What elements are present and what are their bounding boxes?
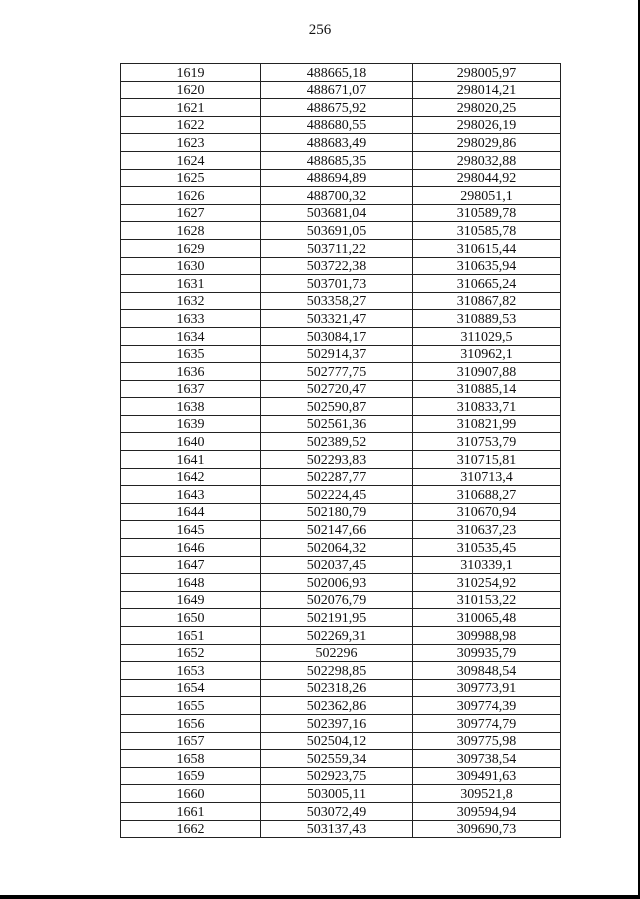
point-number-cell: 1647 (121, 556, 261, 574)
coordinates-table (120, 63, 561, 838)
table-row (121, 802, 561, 820)
table-row (121, 732, 561, 750)
x-coordinate-cell: 488665,18 (261, 64, 413, 82)
y-coordinate-cell: 310713,4 (413, 468, 561, 486)
point-number-cell: 1652 (121, 644, 261, 662)
y-coordinate-cell: 310833,71 (413, 398, 561, 416)
y-coordinate-cell: 309935,79 (413, 644, 561, 662)
point-number-cell: 1634 (121, 327, 261, 345)
y-coordinate-cell: 310962,1 (413, 345, 561, 363)
point-number-cell: 1653 (121, 662, 261, 680)
table-row (121, 116, 561, 134)
x-coordinate-cell: 502590,87 (261, 398, 413, 416)
table-row (121, 451, 561, 469)
x-coordinate-cell: 488694,89 (261, 169, 413, 187)
point-number-cell: 1642 (121, 468, 261, 486)
x-coordinate-cell: 502269,31 (261, 627, 413, 645)
y-coordinate-cell: 310585,78 (413, 222, 561, 240)
point-number-cell: 1661 (121, 802, 261, 820)
table-row (121, 662, 561, 680)
x-coordinate-cell: 488680,55 (261, 116, 413, 134)
x-coordinate-cell: 502561,36 (261, 415, 413, 433)
y-coordinate-cell: 310637,23 (413, 521, 561, 539)
point-number-cell: 1649 (121, 591, 261, 609)
y-coordinate-cell: 310907,88 (413, 363, 561, 381)
y-coordinate-cell: 298020,25 (413, 99, 561, 117)
table-row (121, 187, 561, 205)
y-coordinate-cell: 298051,1 (413, 187, 561, 205)
point-number-cell: 1659 (121, 767, 261, 785)
table-row (121, 433, 561, 451)
y-coordinate-cell: 311029,5 (413, 327, 561, 345)
coordinates-table-body (121, 64, 561, 838)
y-coordinate-cell: 309738,54 (413, 750, 561, 768)
point-number-cell: 1623 (121, 134, 261, 152)
point-number-cell: 1651 (121, 627, 261, 645)
x-coordinate-cell: 502147,66 (261, 521, 413, 539)
table-row (121, 64, 561, 82)
y-coordinate-cell: 309988,98 (413, 627, 561, 645)
y-coordinate-cell: 309774,39 (413, 697, 561, 715)
table-row (121, 380, 561, 398)
x-coordinate-cell: 502006,93 (261, 574, 413, 592)
point-number-cell: 1631 (121, 275, 261, 293)
point-number-cell: 1622 (121, 116, 261, 134)
x-coordinate-cell: 502076,79 (261, 591, 413, 609)
point-number-cell: 1657 (121, 732, 261, 750)
point-number-cell: 1648 (121, 574, 261, 592)
point-number-cell: 1646 (121, 539, 261, 557)
y-coordinate-cell: 310670,94 (413, 503, 561, 521)
y-coordinate-cell: 298026,19 (413, 116, 561, 134)
x-coordinate-cell: 503072,49 (261, 802, 413, 820)
point-number-cell: 1645 (121, 521, 261, 539)
point-number-cell: 1621 (121, 99, 261, 117)
point-number-cell: 1630 (121, 257, 261, 275)
y-coordinate-cell: 310885,14 (413, 380, 561, 398)
point-number-cell: 1641 (121, 451, 261, 469)
point-number-cell: 1636 (121, 363, 261, 381)
point-number-cell: 1654 (121, 679, 261, 697)
point-number-cell: 1655 (121, 697, 261, 715)
point-number-cell: 1633 (121, 310, 261, 328)
table-row (121, 767, 561, 785)
table-row (121, 521, 561, 539)
y-coordinate-cell: 310889,53 (413, 310, 561, 328)
table-row (121, 99, 561, 117)
table-row (121, 292, 561, 310)
table-row (121, 151, 561, 169)
page-number: 256 (308, 22, 332, 38)
y-coordinate-cell: 310615,44 (413, 239, 561, 257)
y-coordinate-cell: 310688,27 (413, 486, 561, 504)
x-coordinate-cell: 502287,77 (261, 468, 413, 486)
table-row (121, 679, 561, 697)
point-number-cell: 1619 (121, 64, 261, 82)
point-number-cell: 1635 (121, 345, 261, 363)
x-coordinate-cell: 502180,79 (261, 503, 413, 521)
y-coordinate-cell: 310715,81 (413, 451, 561, 469)
y-coordinate-cell: 310589,78 (413, 204, 561, 222)
table-row (121, 310, 561, 328)
point-number-cell: 1656 (121, 714, 261, 732)
x-coordinate-cell: 503084,17 (261, 327, 413, 345)
y-coordinate-cell: 309521,8 (413, 785, 561, 803)
table-row (121, 644, 561, 662)
y-coordinate-cell: 310254,92 (413, 574, 561, 592)
point-number-cell: 1640 (121, 433, 261, 451)
x-coordinate-cell: 488685,35 (261, 151, 413, 169)
table-row (121, 539, 561, 557)
y-coordinate-cell: 310867,82 (413, 292, 561, 310)
table-row (121, 327, 561, 345)
x-coordinate-cell: 502720,47 (261, 380, 413, 398)
y-coordinate-cell: 309594,94 (413, 802, 561, 820)
x-coordinate-cell: 502777,75 (261, 363, 413, 381)
x-coordinate-cell: 503701,73 (261, 275, 413, 293)
table-row (121, 486, 561, 504)
point-number-cell: 1625 (121, 169, 261, 187)
x-coordinate-cell: 502296 (261, 644, 413, 662)
x-coordinate-cell: 502224,45 (261, 486, 413, 504)
table-row (121, 468, 561, 486)
x-coordinate-cell: 502397,16 (261, 714, 413, 732)
table-row (121, 239, 561, 257)
y-coordinate-cell: 310635,94 (413, 257, 561, 275)
y-coordinate-cell: 310753,79 (413, 433, 561, 451)
table-row (121, 363, 561, 381)
point-number-cell: 1658 (121, 750, 261, 768)
y-coordinate-cell: 310153,22 (413, 591, 561, 609)
point-number-cell: 1628 (121, 222, 261, 240)
table-row (121, 556, 561, 574)
table-row (121, 591, 561, 609)
table-row (121, 222, 561, 240)
x-coordinate-cell: 503681,04 (261, 204, 413, 222)
x-coordinate-cell: 503358,27 (261, 292, 413, 310)
table-row (121, 169, 561, 187)
table-row (121, 574, 561, 592)
y-coordinate-cell: 298032,88 (413, 151, 561, 169)
y-coordinate-cell: 309690,73 (413, 820, 561, 838)
x-coordinate-cell: 503321,47 (261, 310, 413, 328)
point-number-cell: 1629 (121, 239, 261, 257)
point-number-cell: 1650 (121, 609, 261, 627)
table-row (121, 697, 561, 715)
y-coordinate-cell: 310665,24 (413, 275, 561, 293)
x-coordinate-cell: 502559,34 (261, 750, 413, 768)
x-coordinate-cell: 502037,45 (261, 556, 413, 574)
x-coordinate-cell: 488675,92 (261, 99, 413, 117)
y-coordinate-cell: 309773,91 (413, 679, 561, 697)
x-coordinate-cell: 502504,12 (261, 732, 413, 750)
y-coordinate-cell: 309491,63 (413, 767, 561, 785)
y-coordinate-cell: 298044,92 (413, 169, 561, 187)
x-coordinate-cell: 488683,49 (261, 134, 413, 152)
point-number-cell: 1662 (121, 820, 261, 838)
point-number-cell: 1638 (121, 398, 261, 416)
x-coordinate-cell: 503691,05 (261, 222, 413, 240)
y-coordinate-cell: 298029,86 (413, 134, 561, 152)
table-row (121, 750, 561, 768)
table-row (121, 609, 561, 627)
y-coordinate-cell: 310535,45 (413, 539, 561, 557)
point-number-cell: 1637 (121, 380, 261, 398)
table-row (121, 503, 561, 521)
x-coordinate-cell: 488700,32 (261, 187, 413, 205)
scan-edge-bottom (0, 895, 640, 899)
point-number-cell: 1660 (121, 785, 261, 803)
table-row (121, 81, 561, 99)
x-coordinate-cell: 502389,52 (261, 433, 413, 451)
table-row (121, 627, 561, 645)
point-number-cell: 1627 (121, 204, 261, 222)
x-coordinate-cell: 503711,22 (261, 239, 413, 257)
y-coordinate-cell: 309775,98 (413, 732, 561, 750)
x-coordinate-cell: 502064,32 (261, 539, 413, 557)
table-row (121, 415, 561, 433)
y-coordinate-cell: 310065,48 (413, 609, 561, 627)
point-number-cell: 1643 (121, 486, 261, 504)
x-coordinate-cell: 503137,43 (261, 820, 413, 838)
point-number-cell: 1620 (121, 81, 261, 99)
y-coordinate-cell: 310821,99 (413, 415, 561, 433)
x-coordinate-cell: 502923,75 (261, 767, 413, 785)
point-number-cell: 1626 (121, 187, 261, 205)
x-coordinate-cell: 502298,85 (261, 662, 413, 680)
y-coordinate-cell: 309774,79 (413, 714, 561, 732)
y-coordinate-cell: 310339,1 (413, 556, 561, 574)
table-row (121, 345, 561, 363)
x-coordinate-cell: 503722,38 (261, 257, 413, 275)
table-row (121, 204, 561, 222)
table-row (121, 785, 561, 803)
x-coordinate-cell: 502191,95 (261, 609, 413, 627)
point-number-cell: 1639 (121, 415, 261, 433)
point-number-cell: 1644 (121, 503, 261, 521)
x-coordinate-cell: 502914,37 (261, 345, 413, 363)
point-number-cell: 1632 (121, 292, 261, 310)
y-coordinate-cell: 298014,21 (413, 81, 561, 99)
point-number-cell: 1624 (121, 151, 261, 169)
x-coordinate-cell: 503005,11 (261, 785, 413, 803)
y-coordinate-cell: 309848,54 (413, 662, 561, 680)
x-coordinate-cell: 488671,07 (261, 81, 413, 99)
y-coordinate-cell: 298005,97 (413, 64, 561, 82)
table-row (121, 134, 561, 152)
table-row (121, 714, 561, 732)
x-coordinate-cell: 502362,86 (261, 697, 413, 715)
table-row (121, 257, 561, 275)
table-row (121, 398, 561, 416)
x-coordinate-cell: 502293,83 (261, 451, 413, 469)
table-row (121, 275, 561, 293)
x-coordinate-cell: 502318,26 (261, 679, 413, 697)
table-row (121, 820, 561, 838)
